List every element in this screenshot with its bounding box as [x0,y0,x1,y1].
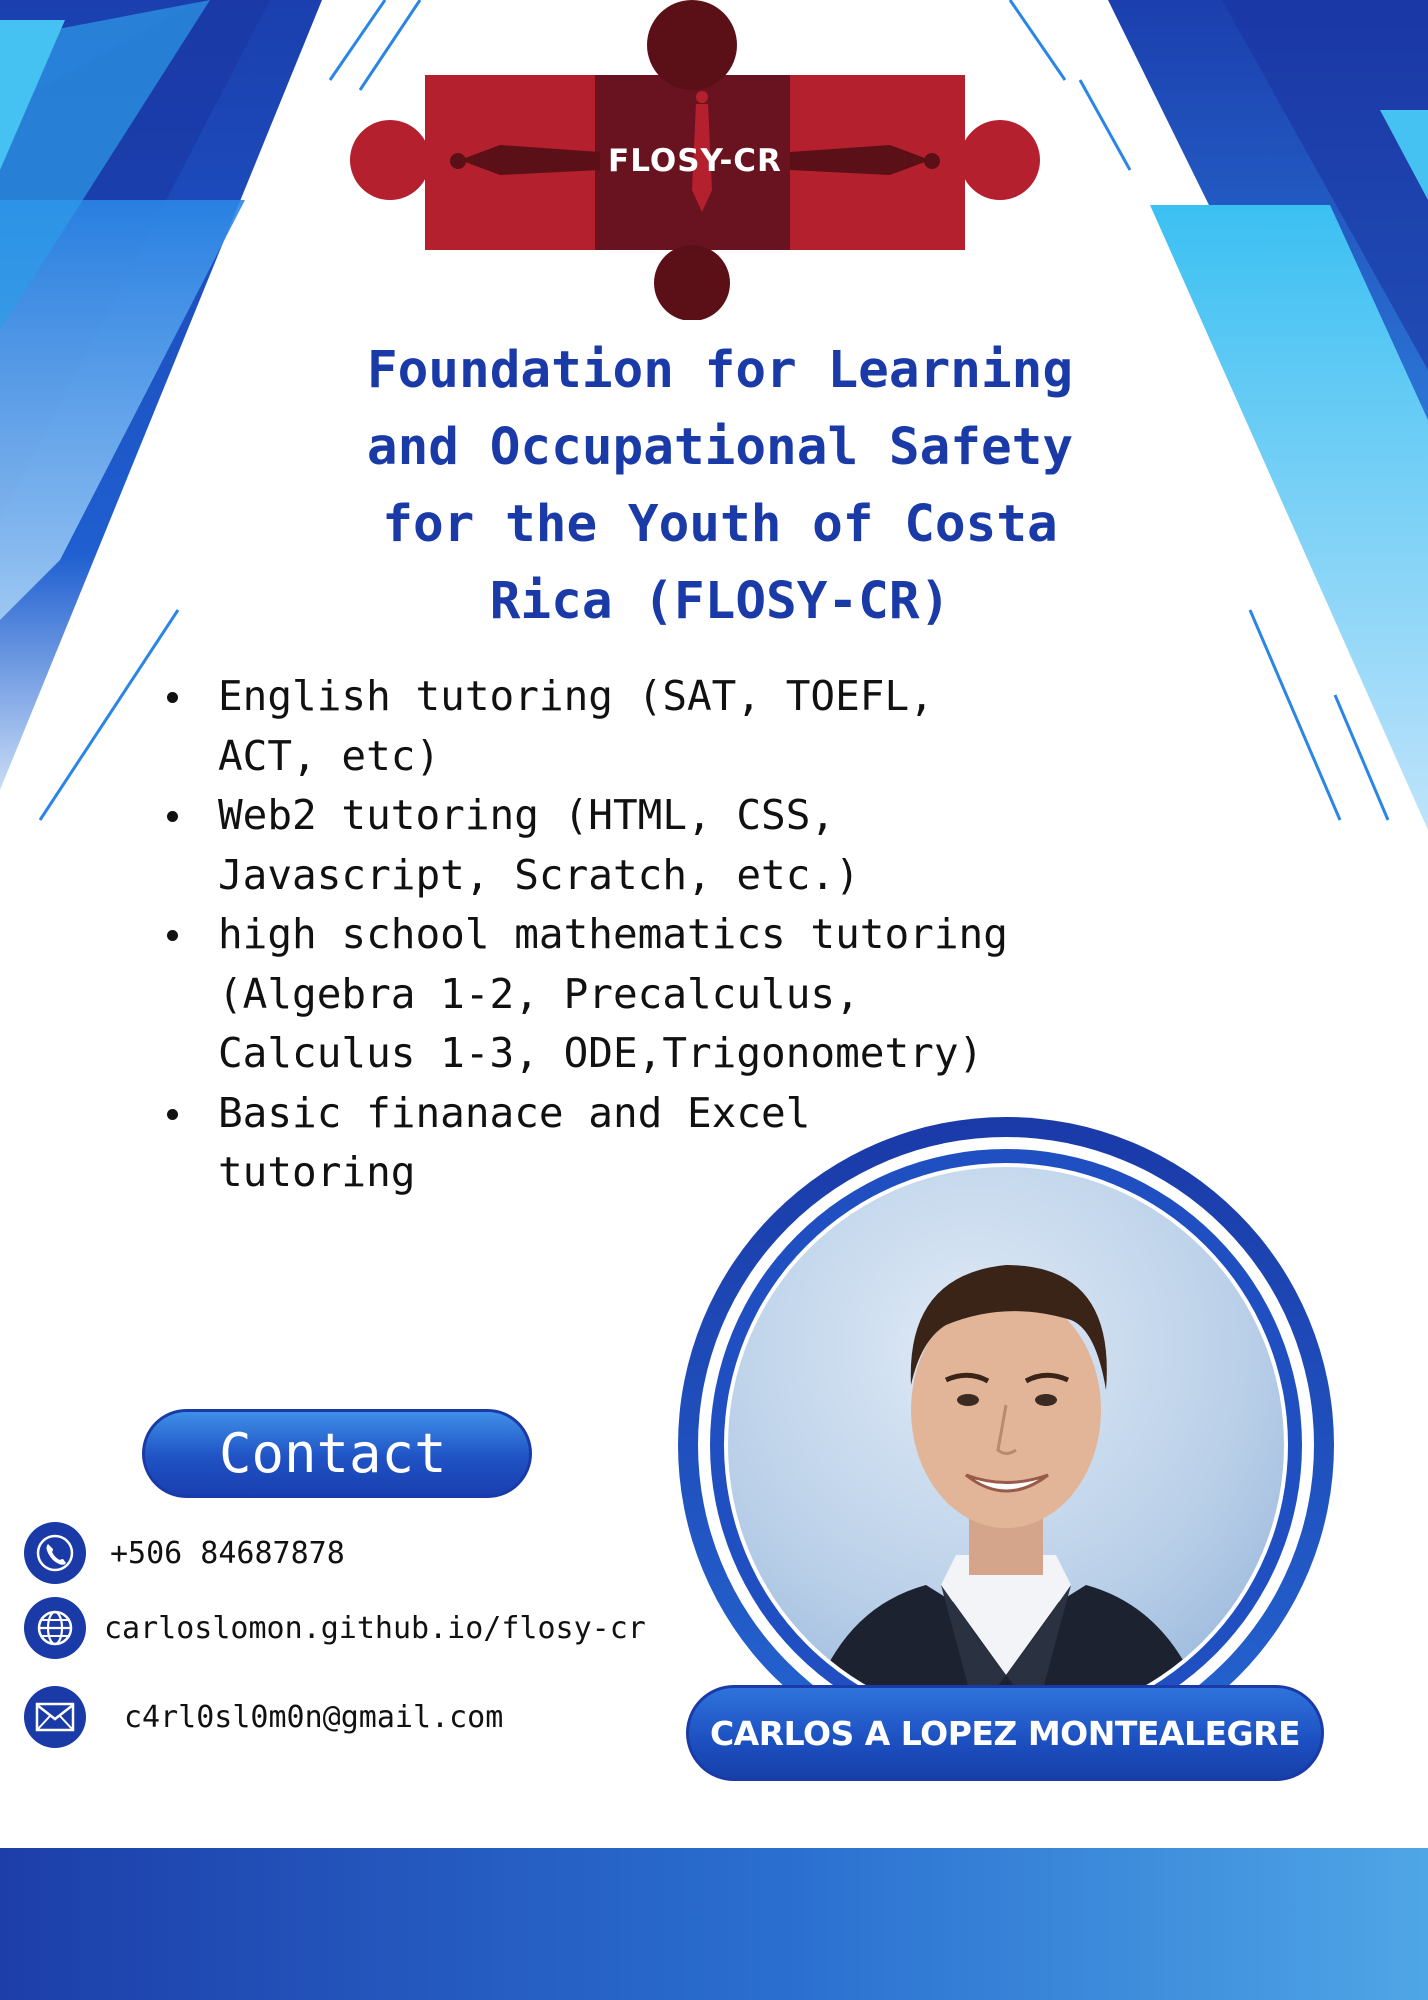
service-item-english: English tutoring (SAT, TOEFL, ACT, etc) [165,667,1105,786]
service-item-web2: Web2 tutoring (HTML, CSS, Javascript, Scratch, etc.) [165,786,1105,905]
website-url: carloslomon.github.io/flosy-cr [104,1610,646,1646]
contact-phone-row[interactable] [24,1522,345,1584]
phone-icon [24,1522,86,1584]
profile-photo [676,1115,1336,1775]
logo-text: FLOSY-CR [608,143,782,179]
contact-email-row[interactable] [24,1686,503,1748]
service-item-finance: Basic finanace and Excel tutoring [165,1084,1105,1203]
flosy-cr-logo [350,0,1040,320]
portrait-photo-icon [676,1115,1336,1775]
page-title: Foundation for Learning and Occupational Safety for the Youth of Costa Rica (FLOSY-CR) [366,341,1074,631]
person-name: CARLOS A LOPEZ MONTEALEGRE [709,1713,1301,1753]
email-icon [24,1686,86,1748]
contact-website-row[interactable] [24,1597,646,1659]
phone-number: +506 84687878 [110,1535,345,1571]
service-item-math: high school mathematics tutoring (Algebra 1-2, Precalculus, Calculus 1-3, ODE,Trigonometry) [165,905,1105,1084]
email-address: c4rl0sl0m0n@gmail.com [124,1699,504,1735]
globe-icon [24,1597,86,1659]
contact-button[interactable]: Contact [142,1409,532,1498]
name-banner [686,1685,1324,1781]
